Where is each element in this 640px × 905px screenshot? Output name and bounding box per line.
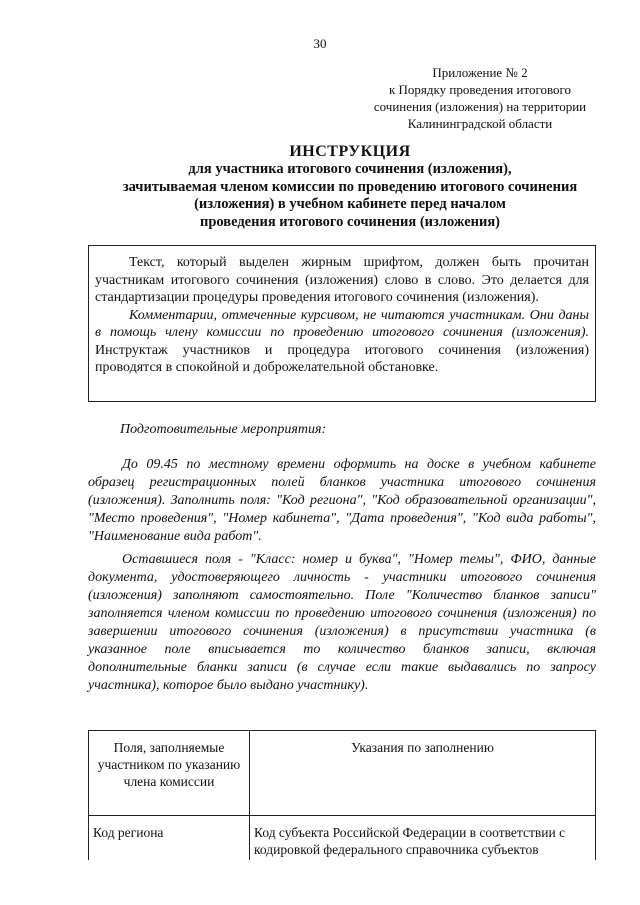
notice-box [88,245,596,402]
title-line-4: проведения итогового сочинения (изложения) [199,213,501,230]
title-main: ИНСТРУКЦИЯ [289,143,411,160]
preparation-paragraph-2: Оставшиеся поля - "Класс: номер и буква", "Номер темы", ФИО, данные документа, удостоверяющего личность - участники итогового сочинения (изложения) заполняют самостоятельно. Поле "Количество бланков записи" заполняется членом комиссии по проведению итогового сочинения (изложения) по завершении итогового сочинения (изложения) в присутствии участника (в указанное поле вписывается то количество бланков записи, включая дополнительные бланки записи (в случае если такие выдавались по запросу участника), которое было выдано участнику). [88,552,596,693]
title-line-1: для участника итогового сочинения (изложения), [188,161,512,177]
preparation-paragraph-1: До 09.45 по местному времени оформить на доске в учебном кабинете образец регистрационных полей бланков участника итогового сочинения (изложения). Заполнить поля: "Код региона", "Код образовательной организации", "Место проведения", "Номер кабинета", "Дата проведения", "Код вида работы", "Наименование вида работ". [88,457,596,544]
fields-table [88,730,596,860]
title-line-2: зачитываемая членом комиссии по проведению итогового сочинения [122,178,578,195]
table-cell-field: Код региона [89,816,250,861]
appendix-line-4: Калининградской области [407,116,553,131]
title-line-3: (изложения) в учебном кабинете перед началом [194,196,506,212]
notice-comment-normal: Инструктаж участников и процедура итогового сочинения (изложения) проводятся в спокойной и доброжелательной обстановке. [95,342,589,375]
appendix-line-1: Приложение № 2 [432,65,528,80]
table-header-row [89,731,596,816]
table-header-instructions: Указания по заполнению [250,731,596,816]
section-heading: Подготовительные мероприятия: [120,422,327,437]
table-row [89,816,596,861]
document-title [60,142,640,231]
notice-comment-italic: Комментарии, отмеченные курсивом, не читаются участникам. Они даны в помощь члену комиссии по проведению итогового сочинения (изложения). [95,307,589,340]
notice-paragraph-1: Текст, который выделен жирным шрифтом, должен быть прочитан участникам итогового сочинения (изложения) слово в слово. Это делается для стандартизации процедуры проведения итогового сочинения (изложения). [95,255,589,305]
table-cell-instruction: Код субъекта Российской Федерации в соответствии с кодировкой федерального справочника субъектов [250,816,596,861]
table-header-fields: Поля, заполняемые участником по указанию члена комиссии [89,731,250,816]
page-number: 30 [313,36,327,51]
notice-paragraph-2 [95,307,589,377]
appendix-note [360,64,600,132]
appendix-line-3: сочинения (изложения) на территории [373,99,587,114]
appendix-line-2: к Порядку проведения итогового [388,82,572,97]
